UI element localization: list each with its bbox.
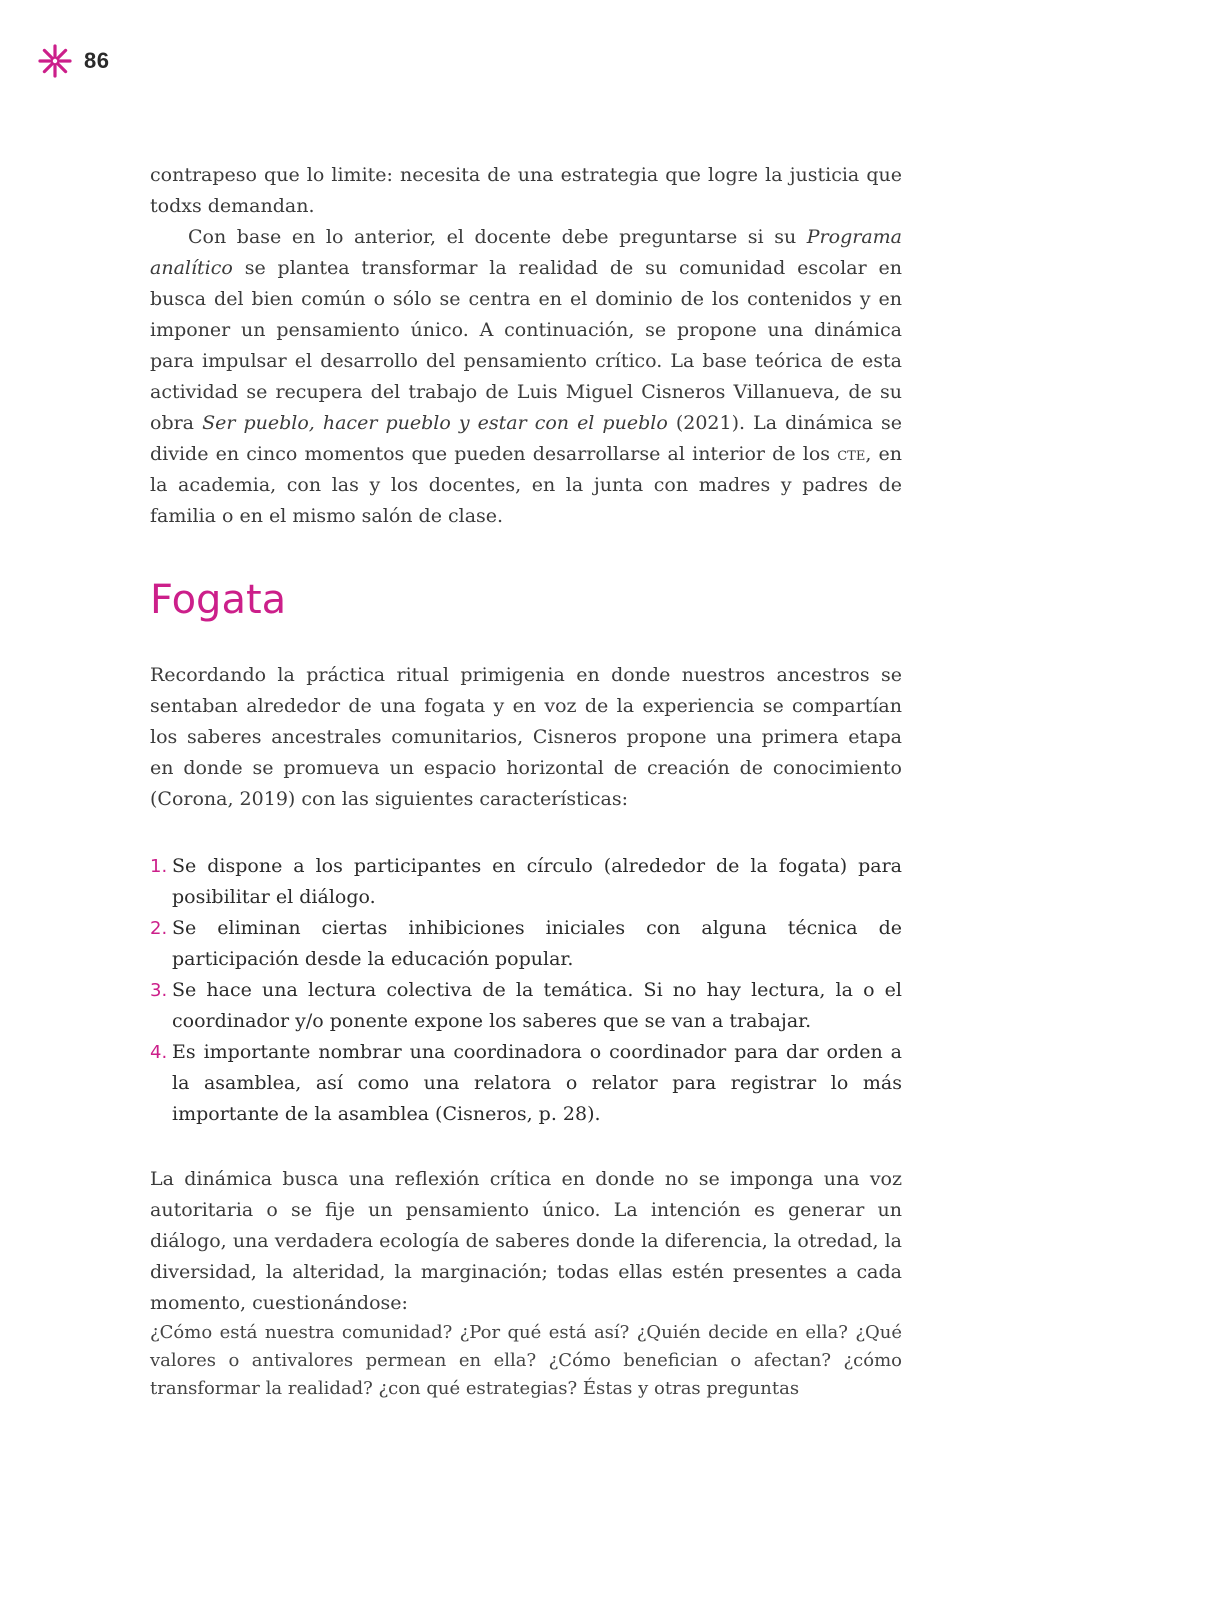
list-item [150,1037,902,1130]
text-segment: (2021). La dinámica se divide en cinco momentos que pueden desarrollarse al interior de los [150,412,902,465]
paragraph-fogata: Recordando la práctica ritual primigenia en donde nuestros ancestros se sentaban alrededor de una fogata y en voz de la experiencia se compartían los saberes ancestrales comunitarios, Cisneros propone una primera etapa en donde se promueva un espacio horizontal de creación de conocimiento (Corona, 2019) con las siguientes características: [150,664,902,810]
list-number: 1. [150,856,168,877]
list-item-text: Se dispone a los participantes en círculo (alrededor de la fogata) para posibilitar el diálogo. [172,855,902,908]
page-body [150,160,902,1403]
paragraph-dynamics: La dinámica busca una reflexión crítica en donde no se imponga una voz autoritaria o se fije un pensamiento único. La intención es generar un diálogo, una verdadera ecología de saberes donde la diferencia, la otredad, la diversidad, la alteridad, la marginación; todas ellas estén presentes a cada momento, cuestionándose: [150,1168,902,1314]
text-segment: , en la academia, con las y los docentes, en la junta con madres y padres de familia o en el mismo salón de clase. [150,443,903,527]
list-item-text: Es importante nombrar una coordinadora o coordinador para dar orden a la asamblea, así como una relatora o relator para registrar lo más importante de la asamblea (Cisneros, p. 28). [172,1041,902,1125]
list-item [150,975,902,1037]
italic-title: Programa analítico [150,226,902,279]
block-quote: ¿Cómo está nuestra comunidad? ¿Por qué está así? ¿Quién decide en ella? ¿Qué valores o antivalores permean en ella? ¿Cómo benefician o afectan? ¿cómo transformar la realidad? ¿con qué estrategias? Éstas y otras preguntas [150,1322,902,1399]
list-item-text: Se eliminan ciertas inhibiciones iniciales con alguna técnica de participación desde la educación popular. [172,917,902,970]
text-segment: Con base en lo anterior, el docente debe preguntarse si su [188,226,807,248]
paragraph-intro: contrapeso que lo limite: necesita de una estrategia que logre la justicia que todxs demandan. [150,164,902,217]
asterisk-icon [38,44,72,78]
section-title: Fogata [150,577,287,623]
list-number: 2. [150,918,168,939]
list-number: 4. [150,1042,168,1063]
list-item [150,913,902,975]
page-number: 86 [84,48,110,73]
text-segment: se plantea transformar la realidad de su comunidad escolar en busca del bien común o sólo se centra en el dominio de los contenidos y en imponer un pensamiento único. A continuación, se propone una dinámica para impulsar el desarrollo del pensamiento crítico. La base teórica de esta actividad se recupera del trabajo de Luis Miguel Cisneros Villanueva, de su obra [150,257,902,434]
abbreviation-cte: cte [837,443,866,465]
list-number: 3. [150,980,168,1001]
italic-book-title: Ser pueblo, hacer pueblo y estar con el pueblo [202,412,668,434]
characteristics-list [150,851,902,1130]
page-header [38,44,109,78]
list-item-text: Se hace una lectura colectiva de la temática. Si no hay lectura, la o el coordinador y/o ponente expone los saberes que se van a trabajar. [172,979,902,1032]
list-item [150,851,902,913]
paragraph-program [150,222,902,532]
